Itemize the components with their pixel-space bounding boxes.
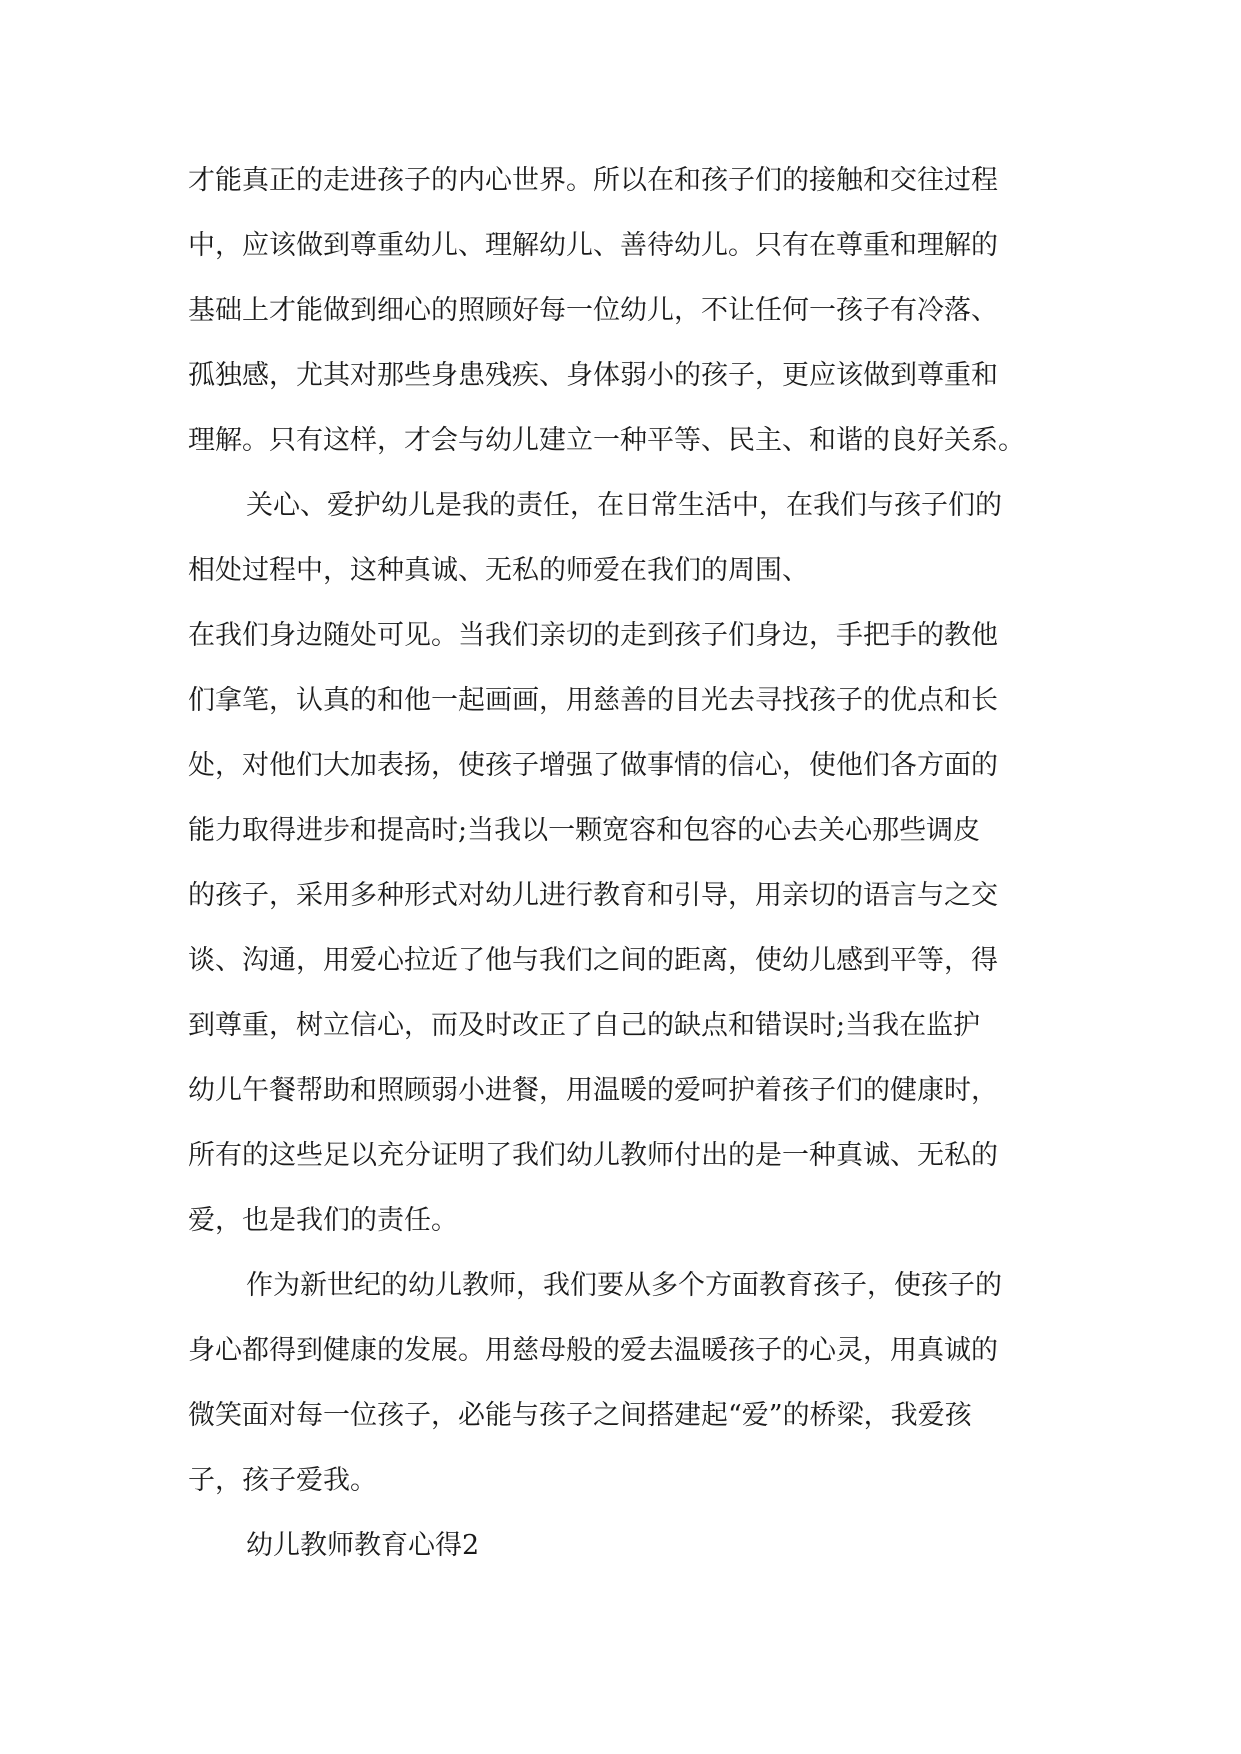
text-line: 基础上才能做到细心的照顾好每一位幼儿，不让任何一孩子有冷落、 (188, 295, 998, 326)
text-line: 子，孩子爱我。 (188, 1465, 377, 1496)
text-line: 能力取得进步和提高时;当我以一颗宽容和包容的心去关心那些调皮 (188, 815, 981, 846)
text-line: 微笑面对每一位孩子，必能与孩子之间搭建起“爱”的桥梁，我爱孩 (188, 1400, 972, 1431)
text-line: 中，应该做到尊重幼儿、理解幼儿、善待幼儿。只有在尊重和理解的 (188, 230, 998, 261)
text-line: 理解。只有这样，才会与幼儿建立一种平等、民主、和谐的良好关系。 (188, 425, 1025, 456)
text-line: 身心都得到健康的发展。用慈母般的爱去温暖孩子的心灵，用真诚的 (188, 1335, 998, 1366)
text-line: 在我们身边随处可见。当我们亲切的走到孩子们身边，手把手的教他 (188, 620, 998, 651)
text-line: 的孩子，采用多种形式对幼儿进行教育和引导，用亲切的语言与之交 (188, 880, 998, 911)
document-body (188, 158, 1068, 1588)
paragraph-start-line: 作为新世纪的幼儿教师，我们要从多个方面教育孩子，使孩子的 (246, 1270, 1002, 1301)
text-line: 幼儿午餐帮助和照顾弱小进餐，用温暖的爱呵护着孩子们的健康时， (188, 1075, 998, 1106)
text-line: 相处过程中，这种真诚、无私的师爱在我们的周围、 (188, 555, 809, 586)
paragraph-start-line: 关心、爱护幼儿是我的责任，在日常生活中，在我们与孩子们的 (246, 490, 1002, 521)
text-line: 爱，也是我们的责任。 (188, 1205, 458, 1236)
text-line: 到尊重，树立信心，而及时改正了自己的缺点和错误时;当我在监护 (188, 1010, 981, 1041)
text-line: 才能真正的走进孩子的内心世界。所以在和孩子们的接触和交往过程 (188, 165, 998, 196)
text-line: 们拿笔，认真的和他一起画画，用慈善的目光去寻找孩子的优点和长 (188, 685, 998, 716)
text-line: 孤独感，尤其对那些身患残疾、身体弱小的孩子，更应该做到尊重和 (188, 360, 998, 391)
text-line: 所有的这些足以充分证明了我们幼儿教师付出的是一种真诚、无私的 (188, 1140, 998, 1171)
section-heading: 幼儿教师教育心得2 (246, 1530, 480, 1561)
text-line: 处，对他们大加表扬，使孩子增强了做事情的信心，使他们各方面的 (188, 750, 998, 781)
text-line: 谈、沟通，用爱心拉近了他与我们之间的距离，使幼儿感到平等，得 (188, 945, 998, 976)
